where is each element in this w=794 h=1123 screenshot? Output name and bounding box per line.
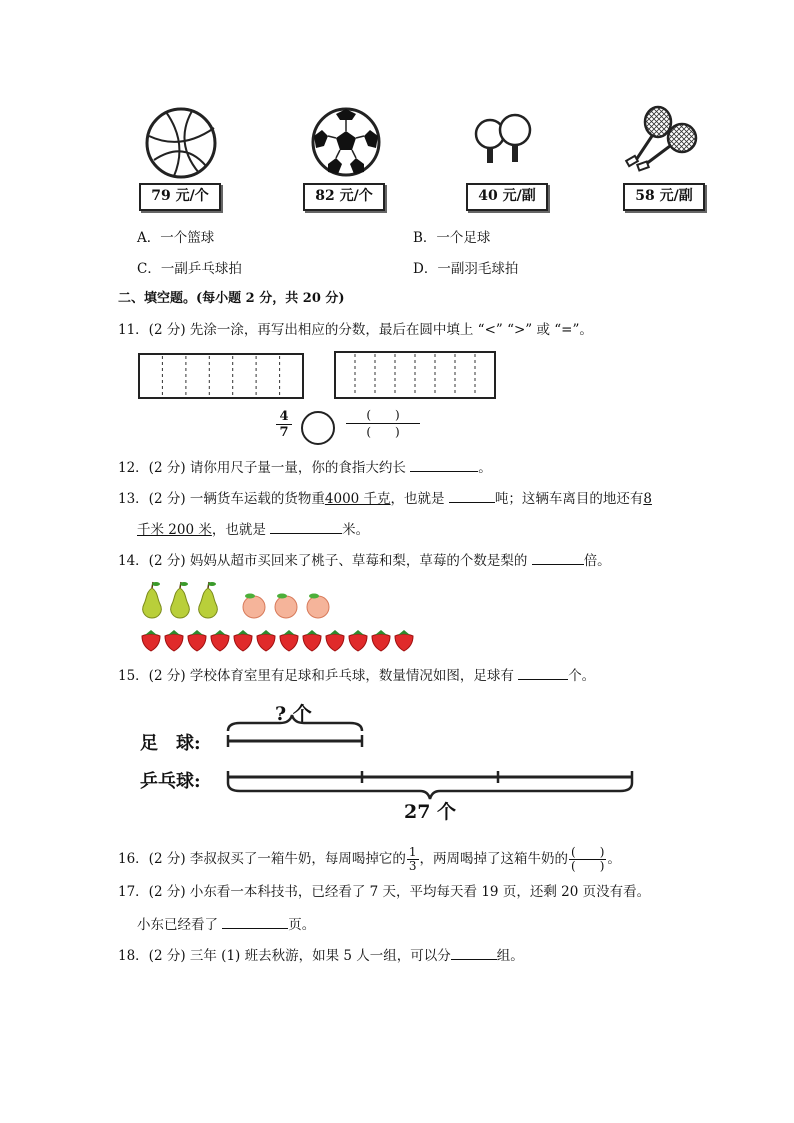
q11-fraction-blank[interactable] xyxy=(346,407,420,440)
q18-answer-blank[interactable] xyxy=(451,945,497,960)
soccer-ball-icon xyxy=(310,106,382,178)
q13-text-a: 13．(2 分) 一辆货车运载的货物重 xyxy=(118,491,325,507)
strawberry-icon xyxy=(234,630,252,651)
q17-pre: 小东已经看了 xyxy=(137,917,218,933)
badminton-rackets-icon xyxy=(624,104,700,174)
strawberry-icon xyxy=(326,630,344,651)
option-c[interactable]: C．一副乒乓球拍 xyxy=(137,261,242,277)
q13-underlined-distance: 千米 200 米 xyxy=(137,522,212,538)
q15-text xyxy=(118,665,595,685)
q15-post: 个。 xyxy=(568,668,596,684)
pear-icon xyxy=(171,582,190,618)
strawberry-icon xyxy=(349,630,367,651)
fraction-denominator: 7 xyxy=(279,425,289,440)
q15-answer-blank[interactable] xyxy=(518,665,568,680)
strawberry-icon xyxy=(257,630,275,651)
q11-fraction-given xyxy=(276,409,292,440)
strawberries-group xyxy=(140,628,420,652)
diagram-row1-label: 足 球: xyxy=(140,733,201,754)
diagram-top-label: ? 个 xyxy=(275,703,312,725)
q13-text-e: 米。 xyxy=(342,522,370,538)
q16-fraction-blank[interactable] xyxy=(569,846,606,873)
strawberry-icon xyxy=(188,630,206,651)
q18-post: 组。 xyxy=(496,948,524,964)
price-basketball: 79 元/个 xyxy=(139,183,221,211)
q13-line2 xyxy=(137,519,369,539)
blank-denominator[interactable]: ( ) xyxy=(366,425,400,439)
price-badminton-rackets: 58 元/副 xyxy=(623,183,705,211)
peaches-group xyxy=(240,592,334,620)
strawberry-icon xyxy=(395,630,413,651)
q17-answer-blank[interactable] xyxy=(222,914,288,929)
q12-answer-blank[interactable] xyxy=(410,457,478,472)
q13-text-b: ，也就是 xyxy=(390,491,445,507)
q13-text-c: 吨；这辆车离目的地还有 xyxy=(494,491,644,507)
pear-icon xyxy=(143,582,162,618)
q13-underlined-km: 8 xyxy=(643,491,652,507)
q14-post: 倍。 xyxy=(583,553,611,569)
q16-fraction-given xyxy=(407,846,419,873)
strawberry-icon xyxy=(372,630,390,651)
diagram-row2-label: 乒乓球: xyxy=(140,771,201,792)
q14-answer-blank[interactable] xyxy=(532,550,584,565)
strawberry-icon xyxy=(165,630,183,651)
q11-bar-left[interactable] xyxy=(138,353,304,399)
q17-line2 xyxy=(137,914,315,934)
q17-line1: 17．(2 分) 小东看一本科技书，已经看了 7 天，平均每天看 19 页，还剩 20 页没有看。 xyxy=(118,884,651,900)
q13-blank-meters[interactable] xyxy=(270,519,342,534)
q16-pre: 16．(2 分) 李叔叔买了一箱牛奶，每周喝掉它的 xyxy=(118,851,406,867)
q14-pre: 14．(2 分) 妈妈从超市买回来了桃子、草莓和梨，草莓的个数是梨的 xyxy=(118,553,528,569)
q16-post: 。 xyxy=(607,851,621,867)
diagram-bottom-label: 27 个 xyxy=(404,801,457,823)
pears-group xyxy=(138,580,228,620)
q15-diagram xyxy=(140,695,640,825)
blank-numerator[interactable]: ( ) xyxy=(571,844,605,859)
option-b[interactable]: B．一个足球 xyxy=(413,230,491,246)
q13-line1 xyxy=(118,488,652,508)
q18-pre: 18．(2 分) 三年 (1) 班去秋游，如果 5 人一组，可以分 xyxy=(118,948,451,964)
fraction-denominator: 3 xyxy=(408,858,417,873)
strawberry-icon xyxy=(142,630,160,651)
blank-numerator[interactable]: ( ) xyxy=(346,407,420,424)
q15-pre: 15．(2 分) 学校体育室里有足球和乒乓球，数量情况如图，足球有 xyxy=(118,668,514,684)
fraction-numerator: 1 xyxy=(408,844,417,859)
q13-text-d: ，也就是 xyxy=(211,522,266,538)
q16-text xyxy=(118,842,621,876)
fraction-numerator: 4 xyxy=(276,409,292,425)
q12-post: 。 xyxy=(478,460,492,476)
blank-denominator[interactable]: ( ) xyxy=(571,858,605,873)
q13-underlined-weight: 4000 千克 xyxy=(324,491,391,507)
q11-bar-right[interactable] xyxy=(334,351,496,399)
peach-icon xyxy=(243,594,265,619)
q12-pre: 12．(2 分) 请你用尺子量一量，你的食指大约长 xyxy=(118,460,406,476)
q12-text xyxy=(118,457,492,477)
peach-icon xyxy=(275,594,297,619)
option-a[interactable]: A．一个篮球 xyxy=(137,230,215,246)
q18-text xyxy=(118,945,524,965)
basketball-icon xyxy=(144,106,218,180)
strawberry-icon xyxy=(211,630,229,651)
price-soccer-ball: 82 元/个 xyxy=(303,183,385,211)
strawberry-icon xyxy=(280,630,298,651)
strawberry-icon xyxy=(303,630,321,651)
q16-mid: ，两周喝掉了这箱牛奶的 xyxy=(419,851,569,867)
peach-icon xyxy=(307,594,329,619)
ping-pong-paddles-icon xyxy=(470,112,536,172)
q17-post: 页。 xyxy=(288,917,316,933)
pear-icon xyxy=(199,582,218,618)
compare-circle[interactable] xyxy=(301,411,335,445)
q11-text: 11．(2 分) 先涂一涂，再写出相应的分数，最后在圆中填上 “<” “>” 或 “=”。 xyxy=(118,322,593,338)
option-d[interactable]: D．一副羽毛球拍 xyxy=(413,261,519,277)
q13-blank-tons[interactable] xyxy=(449,488,495,503)
q14-text xyxy=(118,550,611,570)
section-heading: 二、填空题。(每小题 2 分，共 20 分) xyxy=(118,291,345,306)
price-ping-pong-paddles: 40 元/副 xyxy=(466,183,548,211)
